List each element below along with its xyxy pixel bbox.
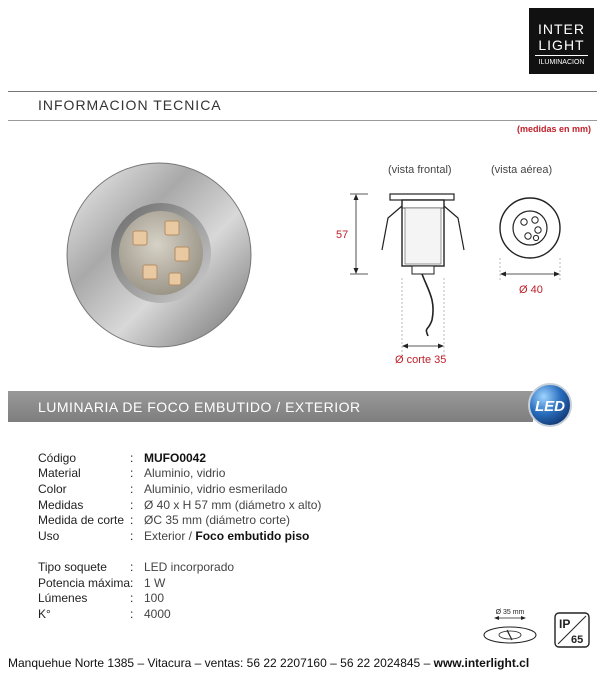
height-label: 57 <box>336 229 349 241</box>
spec-value: Ø 40 x H 57 mm (diámetro x alto) <box>144 498 322 512</box>
cut-diameter-icon <box>474 606 546 646</box>
led-badge-icon <box>524 382 576 428</box>
spec-value: Aluminio, vidrio <box>144 466 226 480</box>
led-badge-text: LED <box>535 398 565 415</box>
footer-sep: – <box>423 656 431 670</box>
footer-sep: – <box>194 656 202 670</box>
front-view-label: (vista frontal) <box>388 164 452 176</box>
diameter-label: Ø 40 <box>519 284 543 296</box>
spec-value: LED incorporado <box>144 560 235 574</box>
spec-key: Medida de corte <box>38 513 125 527</box>
spec-separator: : <box>130 513 134 527</box>
logo-line-2: LIGHT <box>538 37 585 53</box>
interlight-logo <box>529 8 594 74</box>
spec-separator: : <box>130 607 134 621</box>
title-divider <box>8 120 597 121</box>
spec-value: 1 W <box>144 576 166 590</box>
front-view-drawing <box>344 160 504 380</box>
spec-value: 4000 <box>144 607 171 621</box>
units-note: (medidas en mm) <box>516 124 591 134</box>
footer-address: Manquehue Norte 1385 <box>8 656 135 670</box>
spec-key: Lúmenes <box>38 591 88 605</box>
spec-separator: : <box>130 560 134 574</box>
logo-line-1: INTER <box>538 21 585 37</box>
footer-sep: – <box>137 656 145 670</box>
spec-key: Uso <box>38 529 60 543</box>
spec-key: Tipo soquete <box>38 560 107 574</box>
logo-line-3: ILUMINACION <box>538 59 585 66</box>
spec-value-bold: Foco embutido piso <box>195 529 310 543</box>
spec-key: Material <box>38 466 81 480</box>
spec-key: Medidas <box>38 498 84 512</box>
ip-value: 65 <box>571 634 584 646</box>
spec-separator: : <box>130 482 134 496</box>
spec-separator: : <box>130 498 134 512</box>
footer-website-link[interactable]: www.interlight.cl <box>433 656 530 670</box>
product-band-title: LUMINARIA DE FOCO EMBUTIDO / EXTERIOR <box>38 399 361 415</box>
section-title: INFORMACION TECNICA <box>38 97 222 113</box>
spec-key: K° <box>38 607 51 621</box>
footer-phone-1: ventas: 56 22 2207160 <box>204 656 327 670</box>
logo-rule <box>535 55 588 56</box>
footer-phone-2: 56 22 2024845 <box>340 656 421 670</box>
spec-value: MUFO0042 <box>144 451 207 465</box>
cut-label: Ø corte 35 <box>395 354 447 366</box>
ip-rating-icon <box>554 612 590 648</box>
spec-key: Color <box>38 482 67 496</box>
spec-value: 100 <box>144 591 165 605</box>
footer <box>8 656 599 670</box>
aerial-view-label: (vista aérea) <box>491 164 553 176</box>
cut-icon-label: Ø 35 mm <box>495 609 525 616</box>
spec-separator: : <box>130 451 134 465</box>
spec-value: Aluminio, vidrio esmerilado <box>144 482 288 496</box>
aerial-view-drawing <box>488 160 588 300</box>
footer-sep: – <box>330 656 337 670</box>
spec-key: Potencia máxima <box>38 576 131 590</box>
product-photo <box>65 161 253 349</box>
spec-separator: : <box>130 529 134 543</box>
spec-separator: : <box>130 591 134 605</box>
top-divider <box>8 91 597 92</box>
ip-prefix: IP <box>559 617 571 631</box>
spec-value-plain: Exterior / <box>144 529 196 543</box>
spec-separator: : <box>130 466 134 480</box>
spec-separator: : <box>130 576 134 590</box>
spec-value <box>144 529 309 543</box>
spec-value: ØC 35 mm (diámetro corte) <box>144 513 291 527</box>
spec-key: Código <box>38 451 77 465</box>
footer-city: Vitacura <box>147 656 192 670</box>
